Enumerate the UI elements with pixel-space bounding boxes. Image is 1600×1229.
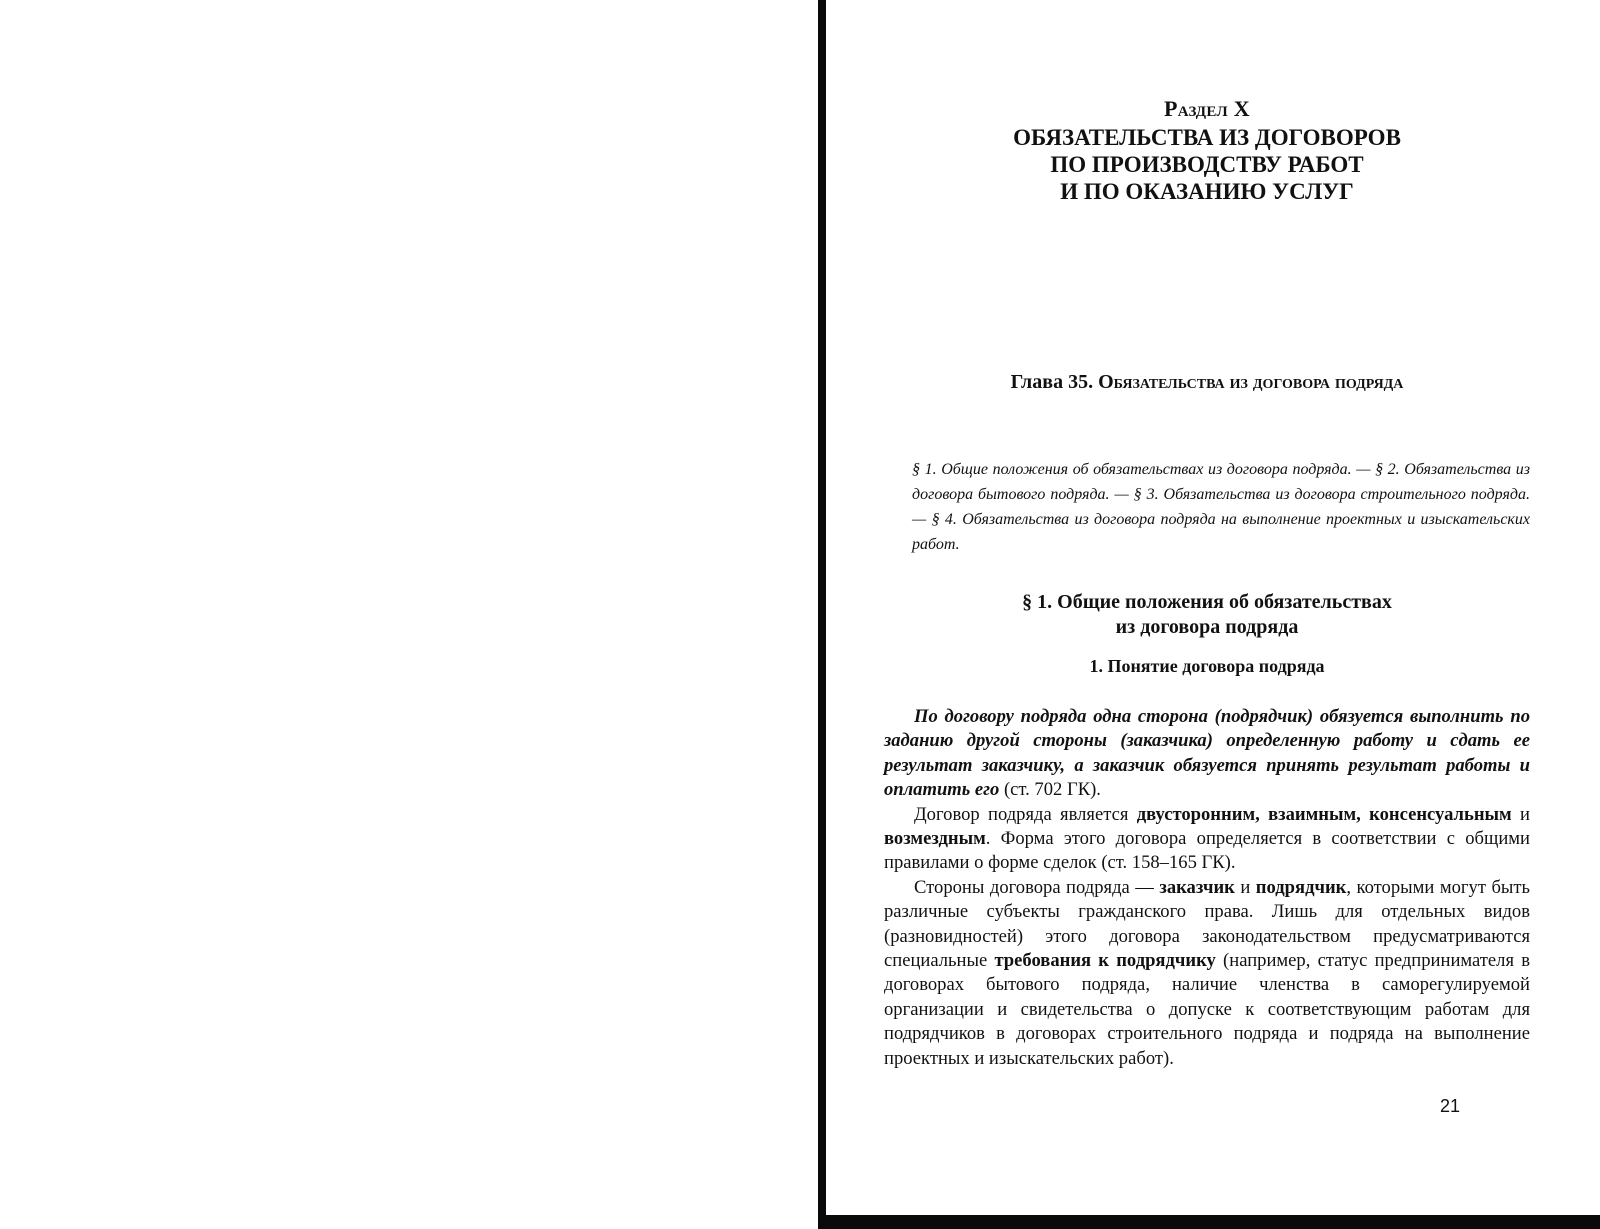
text-run: , которыми могут быть различные субъекты гражданского права. Лишь для отдельных видов (разновидностей) этого договора законодательством предусматриваются специальные xyxy=(884,876,1531,972)
section-title-line: И ПО ОКАЗАНИЮ УСЛУГ xyxy=(1060,179,1354,204)
definition-emphasis: По договору подряда одна сторона (подрядчик) обязуется выполнить по заданию другой стороны (заказчика) определенную работу и сдать ее результат заказчику, а заказчик обязуется принять результат работы и оплатить его xyxy=(884,706,1530,801)
right-page xyxy=(826,0,1600,1215)
chapter-title xyxy=(884,371,1530,394)
text-run: и xyxy=(1234,876,1256,898)
bold-term: двусторонним, взаимным, консенсуальным xyxy=(1136,803,1512,825)
bold-term: подрядчик xyxy=(1255,876,1347,898)
text-run: (ст. 702 ГК). xyxy=(999,779,1101,801)
bold-term: возмездным xyxy=(884,828,986,850)
text-run: и xyxy=(1511,803,1530,825)
book-spine xyxy=(818,0,826,1229)
body-text xyxy=(884,705,1530,1071)
chapter-prefix: Глава 35. xyxy=(1010,371,1094,393)
section-label: Раздел X xyxy=(1164,96,1250,121)
section-title-line: ОБЯЗАТЕЛЬСТВА ИЗ ДОГОВОРОВ xyxy=(1013,125,1401,150)
bold-term: заказчик xyxy=(1159,876,1235,898)
section-title xyxy=(884,124,1530,205)
chapter-name: Обязательства из договора подряда xyxy=(1098,371,1404,393)
paragraph-title-line: § 1. Общие положения об обязательствах xyxy=(1022,591,1392,613)
body-paragraph xyxy=(884,803,1530,876)
paragraph-title-line: из договора подряда xyxy=(1115,616,1299,638)
subsection-title: 1. Понятие договора подряда xyxy=(1089,656,1325,676)
page-number: 21 xyxy=(1439,1096,1460,1116)
body-paragraph xyxy=(884,876,1530,1071)
text-run: . Форма этого договора определяется в соответствии с общими правилами о форме сделок (ст. 158–165 ГК). xyxy=(884,828,1530,874)
text-run: (например, статус предпринимателя в договорах бытового подряда, наличие членства в саморегулируемой организации и свидетельства о допуске к соответствующим работам для подрядчиков в договорах строительного подряда и подряда на выполнение проектных и изыскательских работ). xyxy=(884,950,1530,1069)
bold-term: требования к подрядчику xyxy=(994,950,1216,972)
scan-bottom-edge xyxy=(818,1215,1600,1229)
chapter-contents: § 1. Общие положения об обязательствах из договора подряда. — § 2. Обязательства из договора бытового подряда. — § 3. Обязательства из договора строительного подряда. — § 4. Обязательства из договора подряда на выполнение проектных и изыскательских работ. xyxy=(912,461,1530,553)
section-title-line: ПО ПРОИЗВОДСТВУ РАБОТ xyxy=(1050,152,1364,177)
text-run: Стороны договора подряда — xyxy=(914,876,1160,898)
text-run: Договор подряда является xyxy=(914,803,1137,825)
paragraph-title xyxy=(884,590,1530,640)
body-paragraph xyxy=(884,705,1530,803)
page-content xyxy=(884,96,1531,1116)
